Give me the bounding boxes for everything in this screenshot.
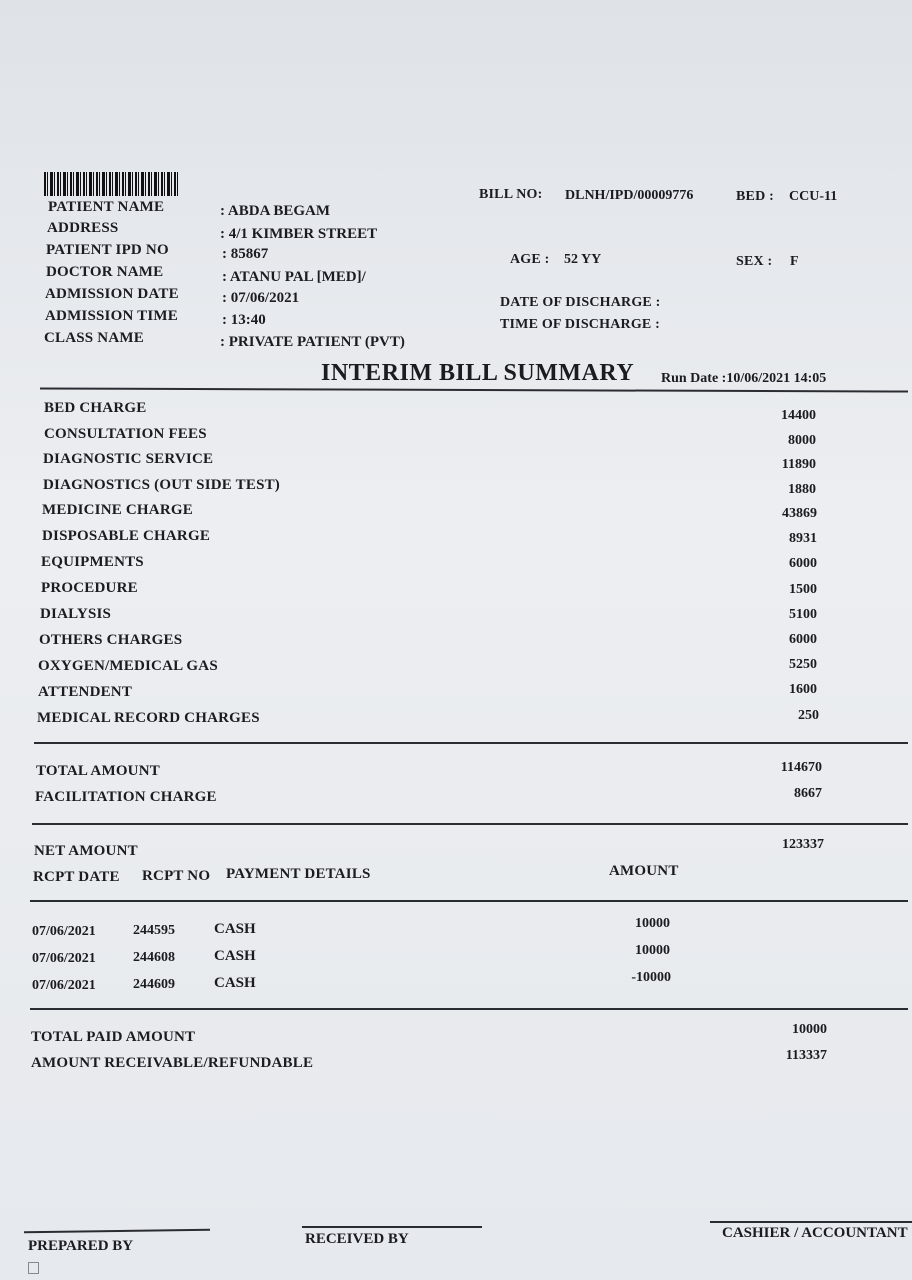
- charge-amount: 250: [798, 708, 819, 723]
- receipt-date: 07/06/2021: [32, 951, 96, 966]
- patient-name-label: PATIENT NAME: [48, 199, 165, 215]
- barcode: [44, 172, 178, 196]
- receipt-mode: CASH: [214, 921, 256, 937]
- patient-name: : ABDA BEGAM: [220, 203, 331, 219]
- receipt-mode: CASH: [214, 975, 256, 991]
- bill-no-label: BILL NO:: [479, 187, 543, 202]
- receipt-no: 244595: [133, 923, 175, 938]
- signature-line: [302, 1226, 482, 1228]
- charge-label: DIALYSIS: [40, 606, 112, 622]
- rcpt-date-header: RCPT DATE: [33, 869, 120, 885]
- charge-label: EQUIPMENTS: [41, 554, 144, 570]
- age-label: AGE :: [510, 252, 550, 267]
- doctor-label: DOCTOR NAME: [46, 264, 164, 280]
- bill-no: DLNH/IPD/00009776: [565, 188, 694, 203]
- charge-label: DIAGNOSTICS (OUT SIDE TEST): [43, 477, 281, 493]
- charge-label: MEDICINE CHARGE: [42, 502, 193, 518]
- net-amount-label: NET AMOUNT: [34, 843, 138, 859]
- charge-label: CONSULTATION FEES: [44, 426, 207, 442]
- class-label: CLASS NAME: [44, 330, 144, 346]
- divider: [34, 742, 908, 744]
- admission-time-label: ADMISSION TIME: [45, 308, 178, 324]
- charge-label: MEDICAL RECORD CHARGES: [37, 710, 260, 726]
- receipt-amount: -10000: [631, 970, 671, 985]
- address-label: ADDRESS: [47, 220, 119, 236]
- charge-amount: 8000: [788, 433, 816, 448]
- charge-label: PROCEDURE: [41, 580, 138, 596]
- discharge-date-label: DATE OF DISCHARGE :: [500, 295, 661, 310]
- payment-details-header: PAYMENT DETAILS: [226, 866, 371, 882]
- discharge-time-label: TIME OF DISCHARGE :: [500, 317, 661, 332]
- charge-label: BED CHARGE: [44, 400, 147, 416]
- receipt-amount: 10000: [635, 916, 670, 931]
- charge-amount: 1880: [788, 482, 816, 497]
- total-paid-amount: 10000: [792, 1022, 827, 1037]
- amount-header: AMOUNT: [609, 863, 679, 879]
- total-paid-label: TOTAL PAID AMOUNT: [31, 1029, 196, 1045]
- receipt-no: 244609: [133, 977, 175, 992]
- charge-label: OXYGEN/MEDICAL GAS: [38, 658, 218, 674]
- admission-date-label: ADMISSION DATE: [45, 286, 179, 302]
- sex: F: [790, 254, 799, 269]
- receipt-date: 07/06/2021: [32, 924, 96, 939]
- divider: [32, 823, 908, 825]
- admission-date: : 07/06/2021: [222, 290, 300, 306]
- receipt-no: 244608: [133, 950, 175, 965]
- charge-label: ATTENDENT: [38, 684, 133, 700]
- bed: CCU-11: [789, 189, 838, 204]
- rcpt-no-header: RCPT NO: [142, 868, 211, 884]
- ipd-no: : 85867: [222, 246, 269, 262]
- signature-line: [24, 1229, 210, 1234]
- doctor-name: : ATANU PAL [MED]/: [222, 269, 366, 285]
- charge-amount: 6000: [789, 632, 817, 647]
- receivable-label: AMOUNT RECEIVABLE/REFUNDABLE: [31, 1055, 314, 1071]
- charge-amount: 1600: [789, 682, 817, 697]
- divider: [40, 387, 908, 392]
- total-amount-label: TOTAL AMOUNT: [36, 763, 160, 779]
- charge-label: DISPOSABLE CHARGE: [42, 528, 211, 544]
- signature-line: [710, 1221, 912, 1223]
- charge-label: OTHERS CHARGES: [39, 632, 183, 648]
- charge-amount: 5100: [789, 607, 817, 622]
- charge-amount: 8931: [789, 531, 817, 546]
- admission-time: : 13:40: [222, 312, 266, 328]
- receipt-amount: 10000: [635, 943, 670, 958]
- facilitation-charge: 8667: [794, 786, 822, 801]
- sex-label: SEX :: [736, 254, 773, 269]
- receivable-amount: 113337: [785, 1048, 827, 1063]
- charge-amount: 5250: [789, 657, 817, 672]
- checkbox-mark: [28, 1262, 39, 1274]
- total-amount: 114670: [780, 760, 822, 775]
- receipt-mode: CASH: [214, 948, 256, 964]
- address: : 4/1 KIMBER STREET: [220, 226, 378, 242]
- received-by: RECEIVED BY: [305, 1231, 409, 1247]
- bed-label: BED :: [736, 189, 774, 204]
- facilitation-label: FACILITATION CHARGE: [35, 789, 217, 805]
- age: 52 YY: [564, 252, 602, 267]
- net-amount: 123337: [782, 837, 824, 852]
- receipt-date: 07/06/2021: [32, 978, 96, 993]
- class-name: : PRIVATE PATIENT (PVT): [220, 334, 405, 350]
- divider: [30, 900, 908, 902]
- charge-amount: 6000: [789, 556, 817, 571]
- charge-amount: 11890: [781, 457, 816, 472]
- charge-amount: 1500: [789, 582, 817, 597]
- prepared-by: PREPARED BY: [28, 1238, 134, 1254]
- cashier-accountant: CASHIER / ACCOUNTANT: [722, 1225, 908, 1241]
- charge-amount: 43869: [782, 506, 817, 521]
- charge-amount: 14400: [781, 408, 816, 423]
- divider: [30, 1008, 908, 1010]
- bill-title: INTERIM BILL SUMMARY: [321, 360, 635, 386]
- charge-label: DIAGNOSTIC SERVICE: [43, 451, 214, 467]
- ipd-label: PATIENT IPD NO: [46, 242, 169, 258]
- run-date: Run Date :10/06/2021 14:05: [661, 371, 827, 386]
